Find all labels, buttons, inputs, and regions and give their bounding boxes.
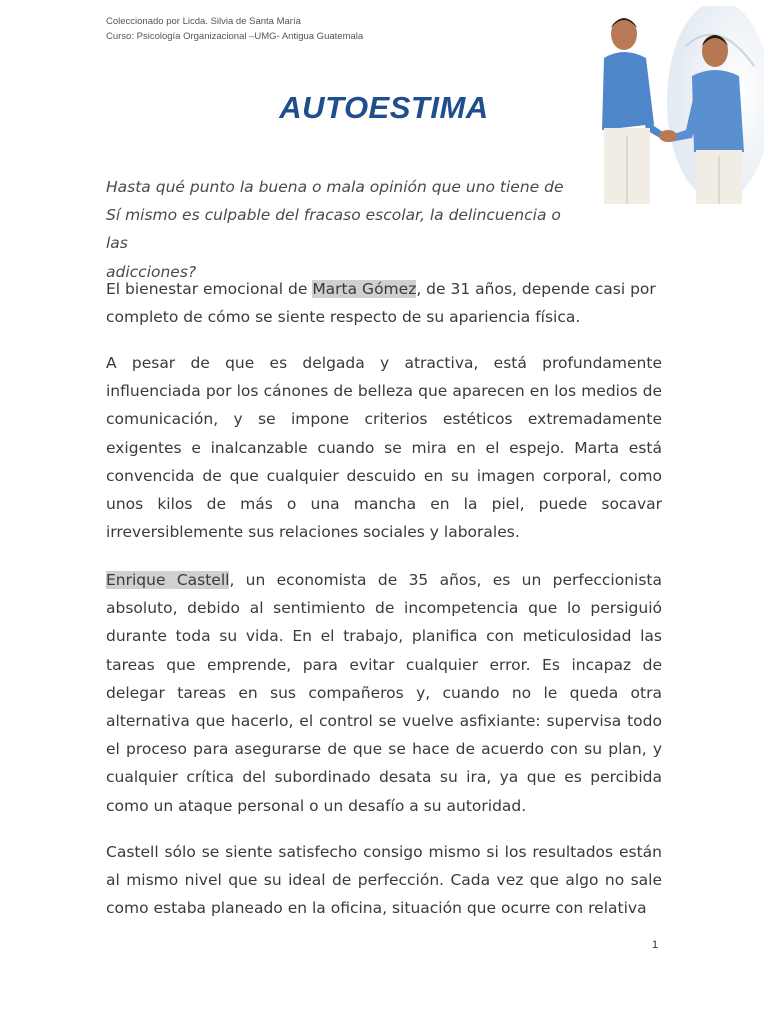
- paragraph-text: El bienestar emocional de: [106, 280, 313, 298]
- paragraph-text: , de 31 años, depende casi por completo de cómo se siente respecto de su apariencia física.: [106, 280, 656, 327]
- document-title: AUTOESTIMA: [279, 90, 489, 125]
- header-line-course: Curso: Psicología Organizacional –UMG- Antigua Guatemala: [106, 31, 364, 42]
- paragraph-enrique: [106, 566, 662, 820]
- paragraph-text: , un economista de 35 años, es un perfeccionista absoluto, debido al sentimiento de incompetencia que lo persiguió durante toda su vida. En el trabajo, planifica con meticulosidad las tareas que emprende, para evitar cualquier error. Es incapaz de delegar tareas en sus compañeros y, cuando no le queda otra alternativa que hacerlo, el control se vuelve asfixiante: supervisa todo el proceso para asegurarse de que se hace de acuerdo con su plan, y cualquier crítica del subordinado desata su ira, ya que es percibida como un ataque personal o un desafío a su autoridad.: [106, 571, 662, 815]
- handshake-photo-icon: [594, 6, 764, 204]
- paragraph-marta: [106, 275, 662, 331]
- paragraph-castell: Castell sólo se siente satisfecho consigo mismo si los resultados están al mismo nivel que su ideal de perfección. Cada vez que algo no sale como estaba planeado en la oficina, situación que ocurre con relativa: [106, 843, 662, 918]
- paragraph-marta-body: A pesar de que es delgada y atractiva, está profundamente influenciada por los cánones de belleza que aparecen en los medios de comunicación, y se impone criterios estéticos extremadamente exigentes e inalcanzable cuando se mira en el espejo. Marta está convencida de que cualquier descuido en su imagen corporal, como unos kilos de más o una mancha en la piel, puede socavar irreversiblemente sus relaciones sociales y laborales.: [106, 354, 662, 542]
- highlighted-name: Enrique Castell: [106, 571, 230, 589]
- intro-line: adicciones?: [106, 262, 197, 281]
- header-line-author: Coleccionado por Licda. Silvia de Santa María: [106, 16, 301, 27]
- intro-line: Hasta qué punto la buena o mala opinión que uno tiene de: [106, 178, 564, 196]
- highlighted-name: Marta Gómez: [312, 280, 417, 298]
- intro-line: Sí mismo es culpable del fracaso escolar, la delincuencia o las: [106, 206, 561, 253]
- document-header: [106, 14, 363, 44]
- intro-question: [106, 173, 586, 286]
- page-number: 1: [652, 939, 659, 951]
